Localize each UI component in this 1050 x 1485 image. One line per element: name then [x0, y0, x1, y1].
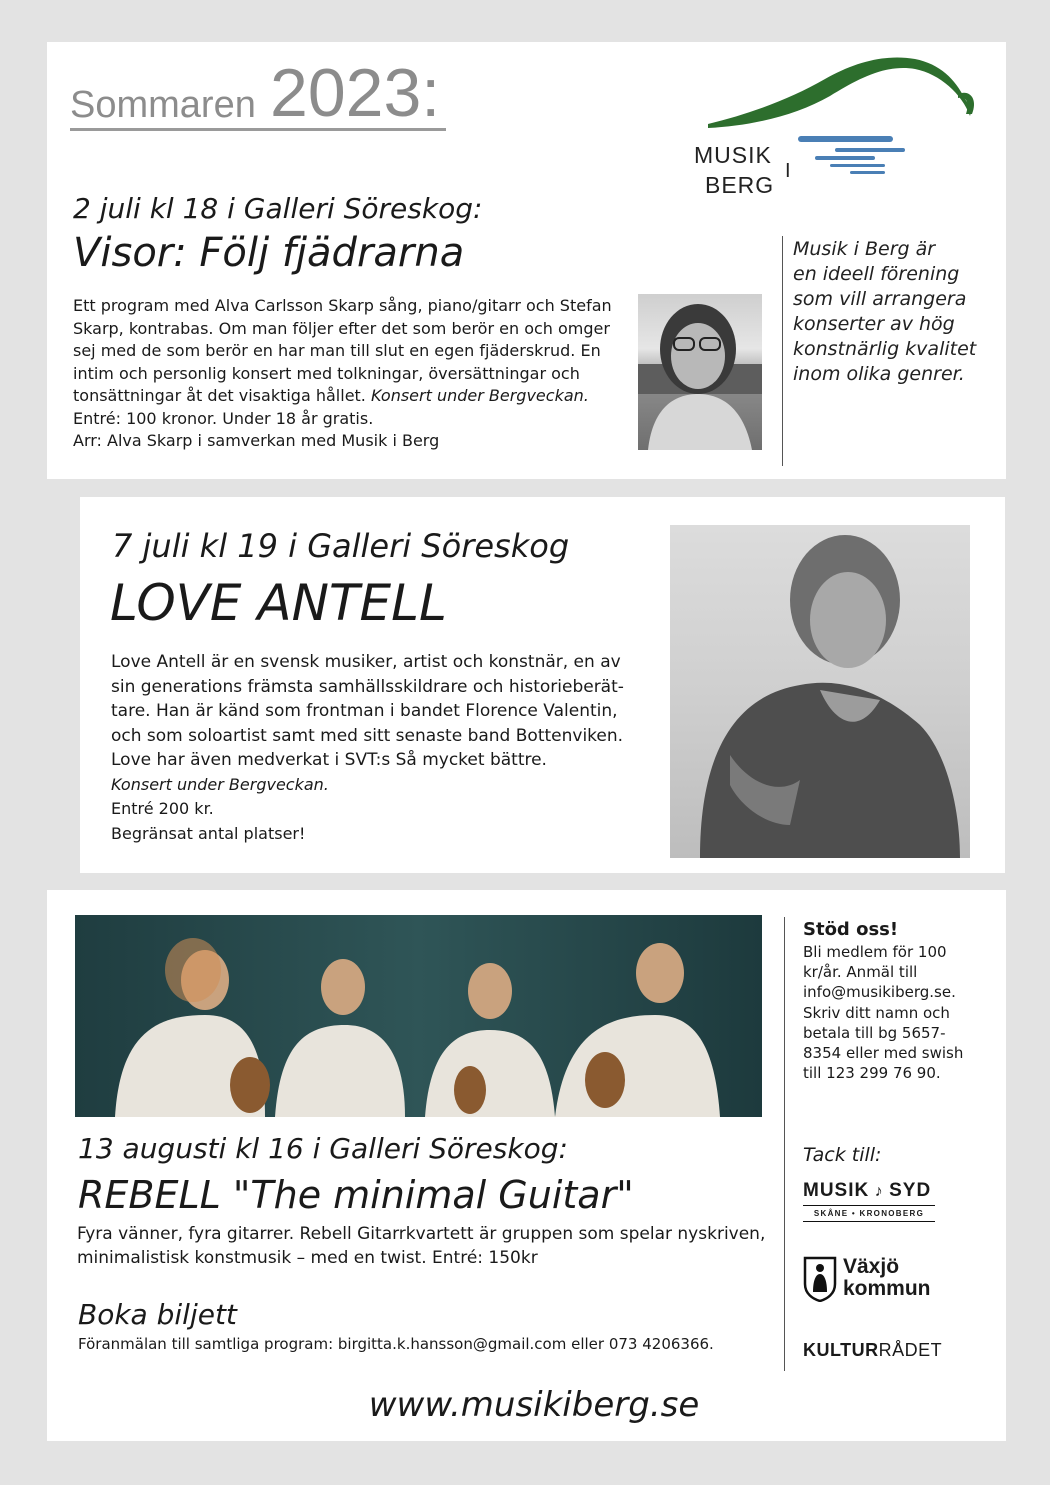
event2-line: tare. Han är känd som frontman i bandet Florence Valentin, — [111, 701, 618, 721]
note-icon: ♪ — [869, 1183, 890, 1200]
event3-group-photo — [75, 915, 762, 1117]
page-title — [70, 55, 446, 131]
vertical-divider — [782, 236, 783, 466]
booking-text: Föranmälan till samtliga program: birgitta.k.hansson@gmail.com eller 073 4206366. — [78, 1335, 714, 1353]
logo-text-berg: BERG — [705, 172, 775, 198]
musik-i-berg-logo — [640, 44, 992, 206]
event2-line: Love Antell är en svensk musiker, artist och konstnär, en av — [111, 652, 621, 672]
logo-text-i: I — [785, 160, 791, 182]
vaxjo-text-2: kommun — [843, 1277, 931, 1300]
title-year: 2023: — [270, 55, 441, 131]
event1-line: sej med de som berör en har man till slut en egen fjäderskrud. En — [73, 341, 601, 360]
event1-line: Ett program med Alva Carlsson Skarp sång, piano/gitarr och Stefan — [73, 296, 612, 315]
footer-url[interactable]: www.musikiberg.se — [368, 1385, 700, 1425]
event1-bergveckan: Konsert under Bergveckan. — [370, 386, 589, 405]
logo-landscape-icon — [640, 44, 992, 206]
event2-line: och som soloartist samt med sitt senaste band Bottenviken. — [111, 725, 624, 746]
event1-line5: tonsättningar åt det visaktiga hållet. — [73, 386, 366, 405]
vaxjo-text-1: Växjö — [843, 1255, 900, 1278]
logo-text-musik: MUSIK — [694, 142, 772, 168]
event1-line: Skarp, kontrabas. Om man följer efter det som berör en och omger — [73, 318, 610, 338]
event3-date: 13 augusti kl 16 i Galleri Söreskog: — [78, 1132, 568, 1165]
event1-line: intim och personlig konsert med tolkningar, översättningar och — [73, 363, 580, 383]
event1-arranger: Arr: Alva Skarp i samverkan med Musik i Berg — [73, 431, 440, 450]
event2-line: sin generations främsta samhällsskildrare och historieberät- — [111, 676, 624, 697]
event2-artist-photo — [670, 525, 970, 858]
event2-entry: Entré 200 kr. — [111, 799, 214, 818]
musik-i-syd-logo — [803, 1180, 935, 1222]
event1-artist-photo — [638, 294, 762, 450]
portrait-silhouette-icon — [638, 294, 762, 450]
kultur-bold: KULTUR — [803, 1340, 879, 1360]
portrait-silhouette-icon — [670, 525, 970, 858]
quartet-silhouette-icon — [75, 915, 762, 1117]
event1-date: 2 juli kl 18 i Galleri Söreskog: — [73, 192, 483, 225]
vertical-divider — [784, 917, 785, 1371]
title-prefix: Sommaren — [70, 84, 256, 126]
about-line: en ideell förening — [793, 263, 960, 285]
about-text — [793, 237, 976, 387]
musik-syd-a: MUSIK — [803, 1180, 870, 1201]
event1-title: Visor: Följ fjädrarna — [73, 230, 465, 276]
kultur-light: RÅDET — [878, 1340, 943, 1360]
support-line: info@musikiberg.se. — [803, 983, 956, 1002]
booking-title: Boka biljett — [78, 1298, 237, 1331]
event3-title: REBELL "The minimal Guitar" — [78, 1173, 634, 1217]
event1-line — [73, 385, 633, 408]
event2-limited: Begränsat antal platser! — [111, 823, 306, 843]
vaxjo-kommun-logo — [803, 1256, 943, 1304]
support-line: kr/år. Anmäl till — [803, 963, 918, 982]
about-line: som vill arrangera — [793, 288, 967, 310]
about-line: konserter av hög — [793, 313, 955, 335]
about-line: inom olika genrer. — [793, 363, 965, 385]
kulturradet-logo — [803, 1340, 942, 1361]
vaxjo-shield-icon — [803, 1256, 837, 1302]
about-line: Musik i Berg är — [793, 238, 936, 260]
event3-description — [77, 1222, 767, 1270]
event1-entry: Entré: 100 kronor. Under 18 år gratis. — [73, 408, 374, 428]
event2-line: Love har även medverkat i SVT:s Så mycket bättre. — [111, 750, 547, 770]
musik-syd-b: SYD — [889, 1180, 932, 1201]
about-line: konstnärlig kvalitet — [793, 338, 977, 360]
support-line: betala till bg 5657- — [803, 1023, 946, 1042]
support-line: Skriv ditt namn och — [803, 1003, 950, 1022]
musik-syd-subtitle: SKÅNE • KRONOBERG — [803, 1205, 935, 1222]
support-line: Bli medlem för 100 — [803, 943, 947, 961]
event2-date: 7 juli kl 19 i Galleri Söreskog — [112, 527, 570, 565]
event3-line: Fyra vänner, fyra gitarrer. Rebell Gitarrkvartett är gruppen som spelar nyskriven, — [77, 1224, 766, 1244]
support-box — [803, 918, 963, 1083]
support-title: Stöd oss! — [803, 919, 899, 940]
support-line: till 123 299 76 90. — [803, 1064, 941, 1083]
event2-description — [111, 650, 631, 846]
event2-note: Konsert under Bergveckan. — [111, 774, 329, 794]
musik-syd-wordmark — [803, 1180, 935, 1202]
event1-description — [73, 295, 633, 453]
event3-line: minimalistisk konstmusik – med en twist. Entré: 150kr — [77, 1248, 538, 1268]
support-line: 8354 eller med swish — [803, 1044, 964, 1063]
event2-title: LOVE ANTELL — [110, 574, 447, 632]
thanks-title: Tack till: — [803, 1144, 882, 1166]
